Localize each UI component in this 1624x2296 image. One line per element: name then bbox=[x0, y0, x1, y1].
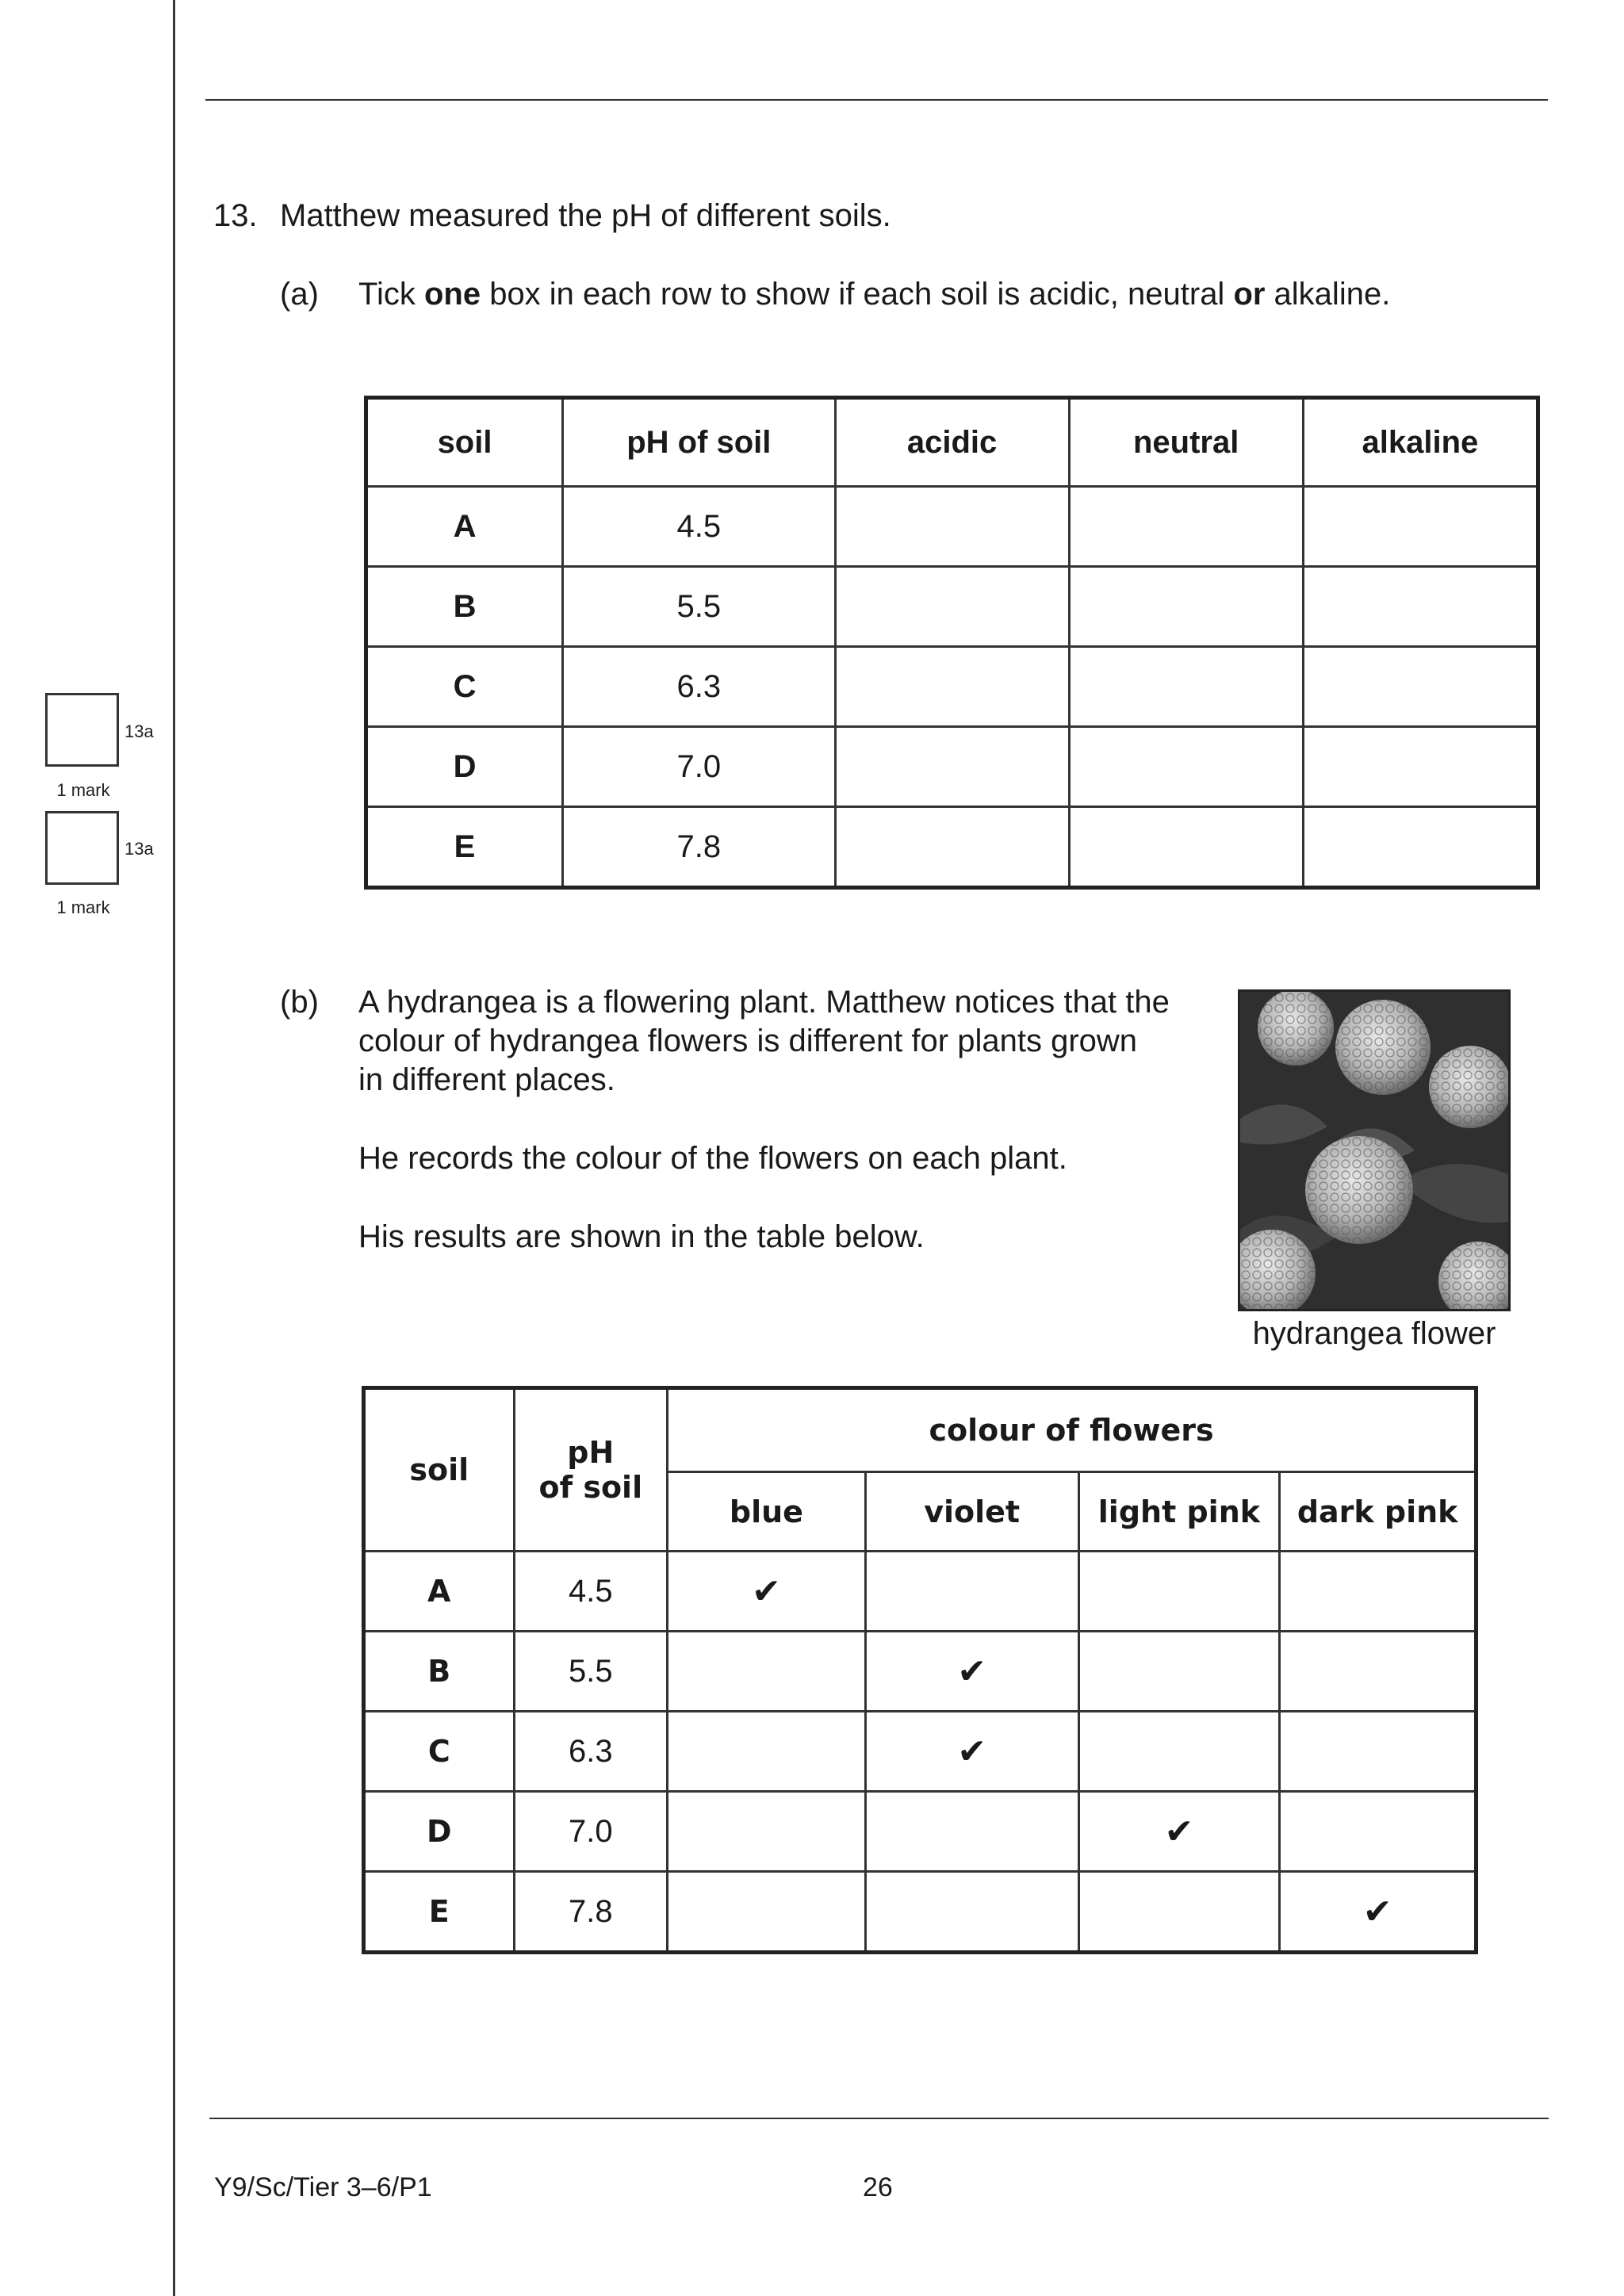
table-row bbox=[366, 487, 1538, 567]
bottom-rule bbox=[209, 2118, 1549, 2119]
table-row bbox=[366, 647, 1538, 727]
tick-mark: ✔ bbox=[751, 1571, 781, 1611]
table-row bbox=[364, 1872, 1477, 1953]
colour-cell-blue bbox=[668, 1792, 866, 1872]
ph-value: 5.5 bbox=[563, 567, 836, 647]
paper-code: Y9/Sc/Tier 3–6/P1 bbox=[214, 2172, 432, 2202]
header-colour-of-flowers: colour of flowers bbox=[668, 1388, 1477, 1472]
tick-box-neutral[interactable] bbox=[1069, 487, 1303, 567]
colour-cell-violet bbox=[865, 1552, 1078, 1632]
mark-box-13a-2[interactable] bbox=[45, 811, 119, 885]
soil-label: A bbox=[364, 1552, 515, 1632]
header-acidic: acidic bbox=[835, 398, 1069, 487]
mark-code: 13a bbox=[124, 839, 154, 859]
tick-box-acidic[interactable] bbox=[835, 807, 1069, 888]
table-row bbox=[364, 1552, 1477, 1632]
question-number: 13. bbox=[213, 198, 258, 233]
tick-box-alkaline[interactable] bbox=[1303, 487, 1538, 567]
soil-label: A bbox=[366, 487, 563, 567]
soil-ph-table bbox=[364, 396, 1540, 890]
tick-box-acidic[interactable] bbox=[835, 647, 1069, 727]
part-b-line: colour of hydrangea flowers is different for plants grown bbox=[358, 1024, 1138, 1058]
table-row bbox=[364, 1792, 1477, 1872]
soil-label: B bbox=[364, 1632, 515, 1712]
mark-box-13a-1[interactable] bbox=[45, 693, 119, 767]
mark-code: 13a bbox=[124, 721, 154, 741]
tick-mark: ✔ bbox=[957, 1651, 987, 1691]
tick-box-alkaline[interactable] bbox=[1303, 807, 1538, 888]
part-b-paragraph-1 bbox=[358, 983, 1170, 1100]
tick-box-acidic[interactable] bbox=[835, 487, 1069, 567]
colour-cell-dark-pink bbox=[1280, 1872, 1477, 1953]
tick-mark: ✔ bbox=[1362, 1892, 1392, 1931]
mark-label: 1 mark bbox=[56, 780, 110, 800]
header-blue: blue bbox=[668, 1472, 866, 1552]
part-b-paragraph-3: His results are shown in the table below. bbox=[358, 1219, 925, 1254]
part-a-instruction: Tick one box in each row to show if each soil is acidic, neutral or alkaline. bbox=[358, 277, 1391, 312]
colour-cell-light-pink bbox=[1078, 1632, 1280, 1712]
hydrangea-photo bbox=[1238, 989, 1511, 1311]
ph-value: 7.0 bbox=[514, 1792, 668, 1872]
header-alkaline: alkaline bbox=[1303, 398, 1538, 487]
header-light-pink: light pink bbox=[1078, 1472, 1280, 1552]
tick-mark: ✔ bbox=[1164, 1812, 1194, 1851]
tick-box-alkaline[interactable] bbox=[1303, 647, 1538, 727]
table-row bbox=[364, 1632, 1477, 1712]
table-row bbox=[364, 1712, 1477, 1792]
colour-cell-light-pink bbox=[1078, 1552, 1280, 1632]
header-ph: pH of soil bbox=[563, 398, 836, 487]
header-soil: soil bbox=[364, 1388, 515, 1552]
tick-box-neutral[interactable] bbox=[1069, 807, 1303, 888]
header-violet: violet bbox=[865, 1472, 1078, 1552]
table-row bbox=[366, 567, 1538, 647]
tick-box-acidic[interactable] bbox=[835, 567, 1069, 647]
ph-value: 4.5 bbox=[563, 487, 836, 567]
colour-cell-blue bbox=[668, 1632, 866, 1712]
photo-caption: hydrangea flower bbox=[1252, 1316, 1496, 1351]
header-ph: pH of soil bbox=[514, 1388, 668, 1552]
soil-label: B bbox=[366, 567, 563, 647]
header-neutral: neutral bbox=[1069, 398, 1303, 487]
margin-rule bbox=[173, 0, 175, 2296]
part-a-letter: (a) bbox=[280, 277, 319, 312]
colour-cell-violet bbox=[865, 1792, 1078, 1872]
colour-cell-dark-pink bbox=[1280, 1712, 1477, 1792]
header-dark-pink: dark pink bbox=[1280, 1472, 1477, 1552]
ph-value: 5.5 bbox=[514, 1632, 668, 1712]
colour-cell-blue bbox=[668, 1552, 866, 1632]
tick-box-alkaline[interactable] bbox=[1303, 727, 1538, 807]
ph-value: 6.3 bbox=[514, 1712, 668, 1792]
table-row bbox=[366, 727, 1538, 807]
soil-label: D bbox=[364, 1792, 515, 1872]
page-number: 26 bbox=[863, 2172, 893, 2202]
top-rule bbox=[205, 99, 1548, 101]
soil-label: E bbox=[364, 1872, 515, 1953]
tick-mark: ✔ bbox=[957, 1732, 987, 1771]
ph-value: 4.5 bbox=[514, 1552, 668, 1632]
question-stem: Matthew measured the pH of different soils. bbox=[280, 198, 891, 233]
colour-cell-light-pink bbox=[1078, 1792, 1280, 1872]
header-soil: soil bbox=[366, 398, 563, 487]
colour-cell-violet bbox=[865, 1632, 1078, 1712]
table-row bbox=[366, 807, 1538, 888]
part-b-letter: (b) bbox=[280, 985, 319, 1020]
tick-box-alkaline[interactable] bbox=[1303, 567, 1538, 647]
colour-cell-violet bbox=[865, 1872, 1078, 1953]
ph-value: 7.8 bbox=[563, 807, 836, 888]
tick-box-neutral[interactable] bbox=[1069, 647, 1303, 727]
tick-box-neutral[interactable] bbox=[1069, 567, 1303, 647]
colour-cell-dark-pink bbox=[1280, 1792, 1477, 1872]
tick-box-acidic[interactable] bbox=[835, 727, 1069, 807]
tick-box-neutral[interactable] bbox=[1069, 727, 1303, 807]
table-header-row bbox=[366, 398, 1538, 487]
colour-cell-blue bbox=[668, 1872, 866, 1953]
table-header-row bbox=[364, 1388, 1477, 1472]
flower-colour-table bbox=[362, 1386, 1478, 1954]
colour-cell-dark-pink bbox=[1280, 1632, 1477, 1712]
colour-cell-light-pink bbox=[1078, 1712, 1280, 1792]
soil-label: C bbox=[364, 1712, 515, 1792]
soil-label: E bbox=[366, 807, 563, 888]
mark-label: 1 mark bbox=[56, 897, 110, 917]
soil-label: D bbox=[366, 727, 563, 807]
colour-cell-violet bbox=[865, 1712, 1078, 1792]
colour-cell-dark-pink bbox=[1280, 1552, 1477, 1632]
ph-value: 7.8 bbox=[514, 1872, 668, 1953]
part-b-line: in different places. bbox=[358, 1062, 615, 1097]
ph-value: 6.3 bbox=[563, 647, 836, 727]
ph-value: 7.0 bbox=[563, 727, 836, 807]
soil-label: C bbox=[366, 647, 563, 727]
colour-cell-blue bbox=[668, 1712, 866, 1792]
colour-cell-light-pink bbox=[1078, 1872, 1280, 1953]
part-b-line: A hydrangea is a flowering plant. Matthew notices that the bbox=[358, 985, 1170, 1020]
part-b-paragraph-2: He records the colour of the flowers on each plant. bbox=[358, 1141, 1067, 1176]
